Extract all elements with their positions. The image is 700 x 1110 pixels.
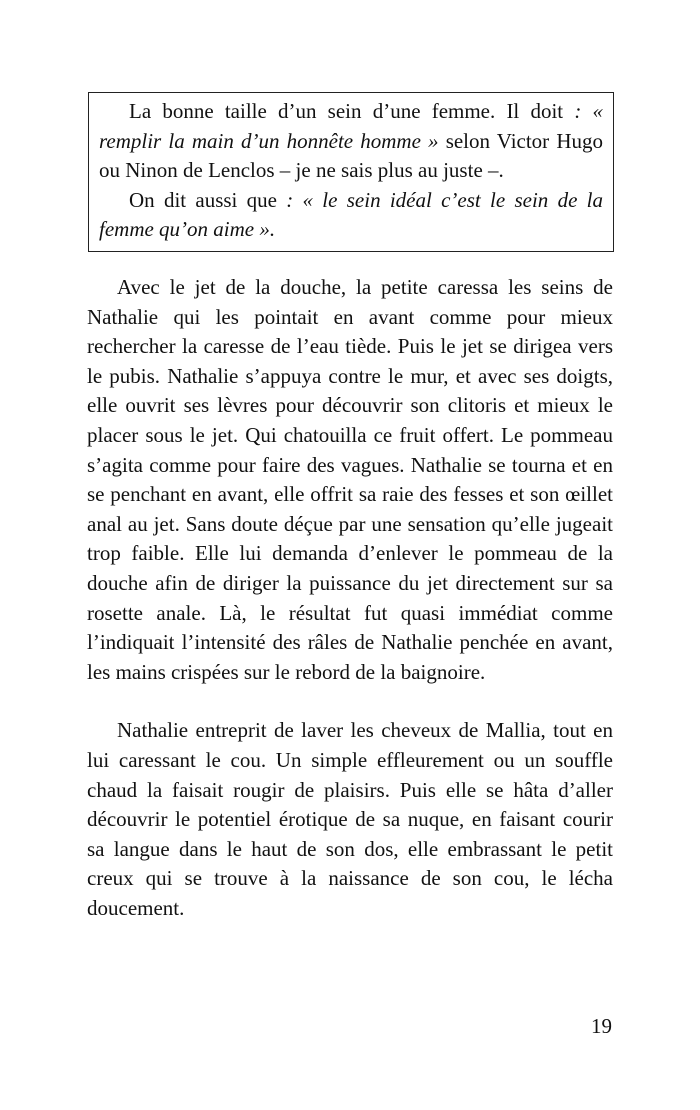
body-text [87, 273, 613, 923]
quote-box-p1-tail: selon Victor Hugo ou Ninon de Lenclos – je ne sais plus au juste –. [99, 128, 603, 182]
paragraph-2: Nathalie entreprit de laver les cheveux de Mallia, tout en lui caressant le cou. Un simple effleurement ou un souffle chaud la faisait rougir de plaisirs. Puis elle se hâta d’aller découvrir le potentiel érotique de sa nuque, en faisant courir sa langue dans le haut de son dos, elle embrassant le petit creux qui se trouve à la naissance de son cou, le lécha doucement. [87, 718, 613, 920]
quote-box-p2-text: On dit aussi que [129, 187, 287, 212]
quote-box-p2-quote: : « le sein idéal c’est le sein de la femme qu’on aime ». [99, 187, 603, 241]
quote-box-paragraph-2 [99, 186, 603, 245]
page-number: 19 [591, 1014, 612, 1038]
paragraph-1: Avec le jet de la douche, la petite caressa les seins de Nathalie qui les pointait en avant comme pour mieux rechercher la caresse de l’eau tiède. Puis le jet se dirigea vers le pubis. Nathalie s’appuya contre le mur, et avec ses doigts, elle ouvrit ses lèvres pour découvrir son clitoris et mieux le placer sous le jet. Qui chatouilla ce fruit offert. Le pommeau s’agita comme pour faire des vagues. Nathalie se tourna et en se penchant en avant, elle offrit sa raie des fesses et son œillet anal au jet. Sans doute déçue par une sensation qu’elle jugeait trop faible. Elle lui demanda d’enlever le pommeau de la douche afin de diriger la puissance du jet directement sur sa rosette anale. Là, le résultat fut quasi immédiat comme l’indiquait l’intensité des râles de Nathalie penchée en avant, les mains crispées sur le rebord de la baignoire. [87, 275, 613, 684]
quote-box-p1-colon: : [574, 99, 582, 123]
quote-box-p1-text: La bonne taille d’un sein d’une femme. Il doit [129, 99, 575, 123]
quote-box-p1-quote: « remplir la main d’un honnête homme » [99, 99, 603, 153]
quote-box-paragraph-1 [99, 97, 603, 186]
quote-box [88, 92, 614, 252]
